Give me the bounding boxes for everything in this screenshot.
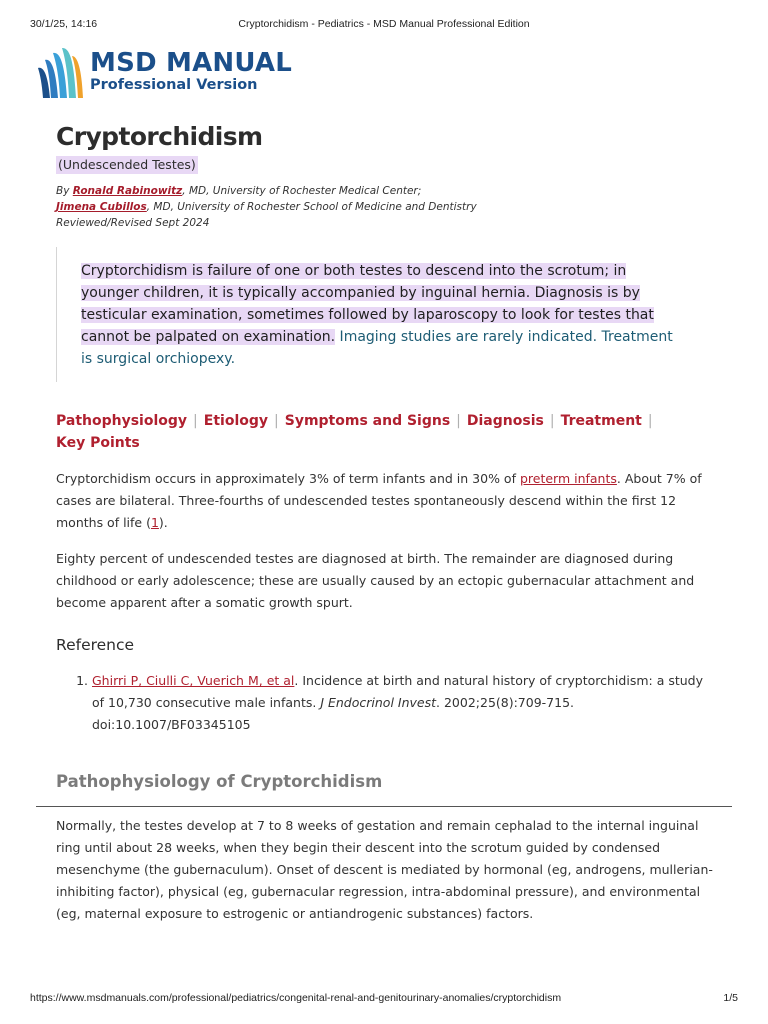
paragraph-text: Cryptorchidism occurs in approximately 3% of term infants and in 30% of	[56, 471, 520, 486]
reference-item	[92, 670, 716, 736]
author-block	[56, 183, 716, 231]
msd-logo-icon	[36, 46, 88, 100]
nav-link-key-points[interactable]: Key Points	[56, 435, 140, 451]
page-title: Cryptorchidism	[56, 122, 263, 151]
nav-separator: |	[549, 413, 555, 429]
logo-subtitle: Professional Version	[90, 77, 258, 93]
reference-text: . 2002;25(8):709-715. doi:10.1007/BF03345105	[92, 695, 575, 732]
article-content	[56, 120, 716, 736]
nav-link-treatment[interactable]: Treatment	[560, 413, 642, 429]
nav-separator: |	[647, 413, 653, 429]
section-divider	[36, 806, 732, 807]
reference-1-link[interactable]: 1	[150, 515, 159, 530]
author-affiliation: , MD, University of Rochester School of Medicine and Dentistry	[146, 201, 477, 213]
author-link-rabinowitz[interactable]: Ronald Rabinowitz	[72, 185, 183, 197]
reference-text: . Incidence at birth and natural history of cryptorchidism: a study of 10,730 consecutive male infants.	[92, 673, 703, 710]
summary-highlighted-text: Cryptorchidism is failure of one or both testes to descend into the scrotum; in younger children, it is typically accompanied by inguinal hernia. Diagnosis is by testicular examination, sometimes followed by laparoscopy to look for testes that cannot be palpated on examination.	[81, 263, 654, 345]
paragraph-text: . About 7% of cases are bilateral. Three-fourths of undescended testes spontaneously descend within the first 12 months of life (	[56, 471, 702, 530]
reviewed-date: Reviewed/Revised Sept 2024	[56, 217, 210, 229]
nav-separator: |	[274, 413, 279, 429]
reference-heading: Reference	[56, 636, 135, 654]
nav-separator: |	[193, 413, 198, 429]
print-document-title: Cryptorchidism - Pediatrics - MSD Manual Professional Edition	[238, 18, 530, 30]
nav-link-diagnosis[interactable]: Diagnosis	[466, 413, 544, 429]
page-subtitle: (Undescended Testes)	[58, 157, 196, 172]
nav-link-pathophysiology[interactable]: Pathophysiology	[56, 413, 188, 429]
section-nav	[56, 410, 716, 454]
nav-link-etiology[interactable]: Etiology	[203, 413, 269, 429]
reference-authors-link[interactable]: Ghirri P, Ciulli C, Vuerich M, et al	[92, 673, 295, 688]
print-date: 30/1/25, 14:16	[30, 18, 98, 30]
summary-text: Imaging studies are rarely indicated. Treatment is surgical orchiopexy.	[81, 329, 673, 367]
paragraph-pathophysiology: Normally, the testes develop at 7 to 8 weeks of gestation and remain cephalad to the internal inguinal ring until about 28 weeks, when they begin their descent into the scrotum guided by condensed mesenchyme (the gubernaculum). Onset of descent is mediated by hormonal (eg, androgens, mullerian-inhibiting factor), physical (eg, gubernacular regression, intra-abdominal pressure), and environmental (eg, maternal exposure to estrogenic or antiandrogenic substances) factors.	[56, 818, 713, 921]
reference-list	[56, 670, 716, 736]
paragraph-text: ).	[158, 515, 168, 530]
nav-link-symptoms-and-signs[interactable]: Symptoms and Signs	[284, 413, 451, 429]
author-affiliation: , MD, University of Rochester Medical Center;	[182, 185, 422, 197]
logo-title: MSD MANUAL	[90, 48, 292, 78]
by-label: By	[56, 185, 70, 197]
author-link-cubillos[interactable]: Jimena Cubillos	[56, 201, 147, 213]
topic-summary	[56, 247, 681, 382]
nav-separator: |	[456, 413, 461, 429]
print-url: https://www.msdmanuals.com/professional/pediatrics/congenital-renal-and-genitourinary-anomalies/cryptorchidism	[30, 992, 562, 1004]
section-heading-pathophysiology: Pathophysiology of Cryptorchidism	[56, 772, 383, 791]
paragraph-diagnosis-timing: Eighty percent of undescended testes are diagnosed at birth. The remainder are diagnosed during childhood or early adolescence; these are usually caused by an ectopic gubernacular attachment and become apparent after a somatic growth spurt.	[56, 551, 695, 610]
paragraph-incidence	[56, 468, 716, 534]
page-number: 1/5	[723, 992, 738, 1004]
msd-manual-logo[interactable]	[36, 46, 306, 100]
preterm-infants-link[interactable]: preterm infants	[519, 471, 617, 486]
reference-journal: J Endocrinol Invest	[320, 695, 437, 710]
